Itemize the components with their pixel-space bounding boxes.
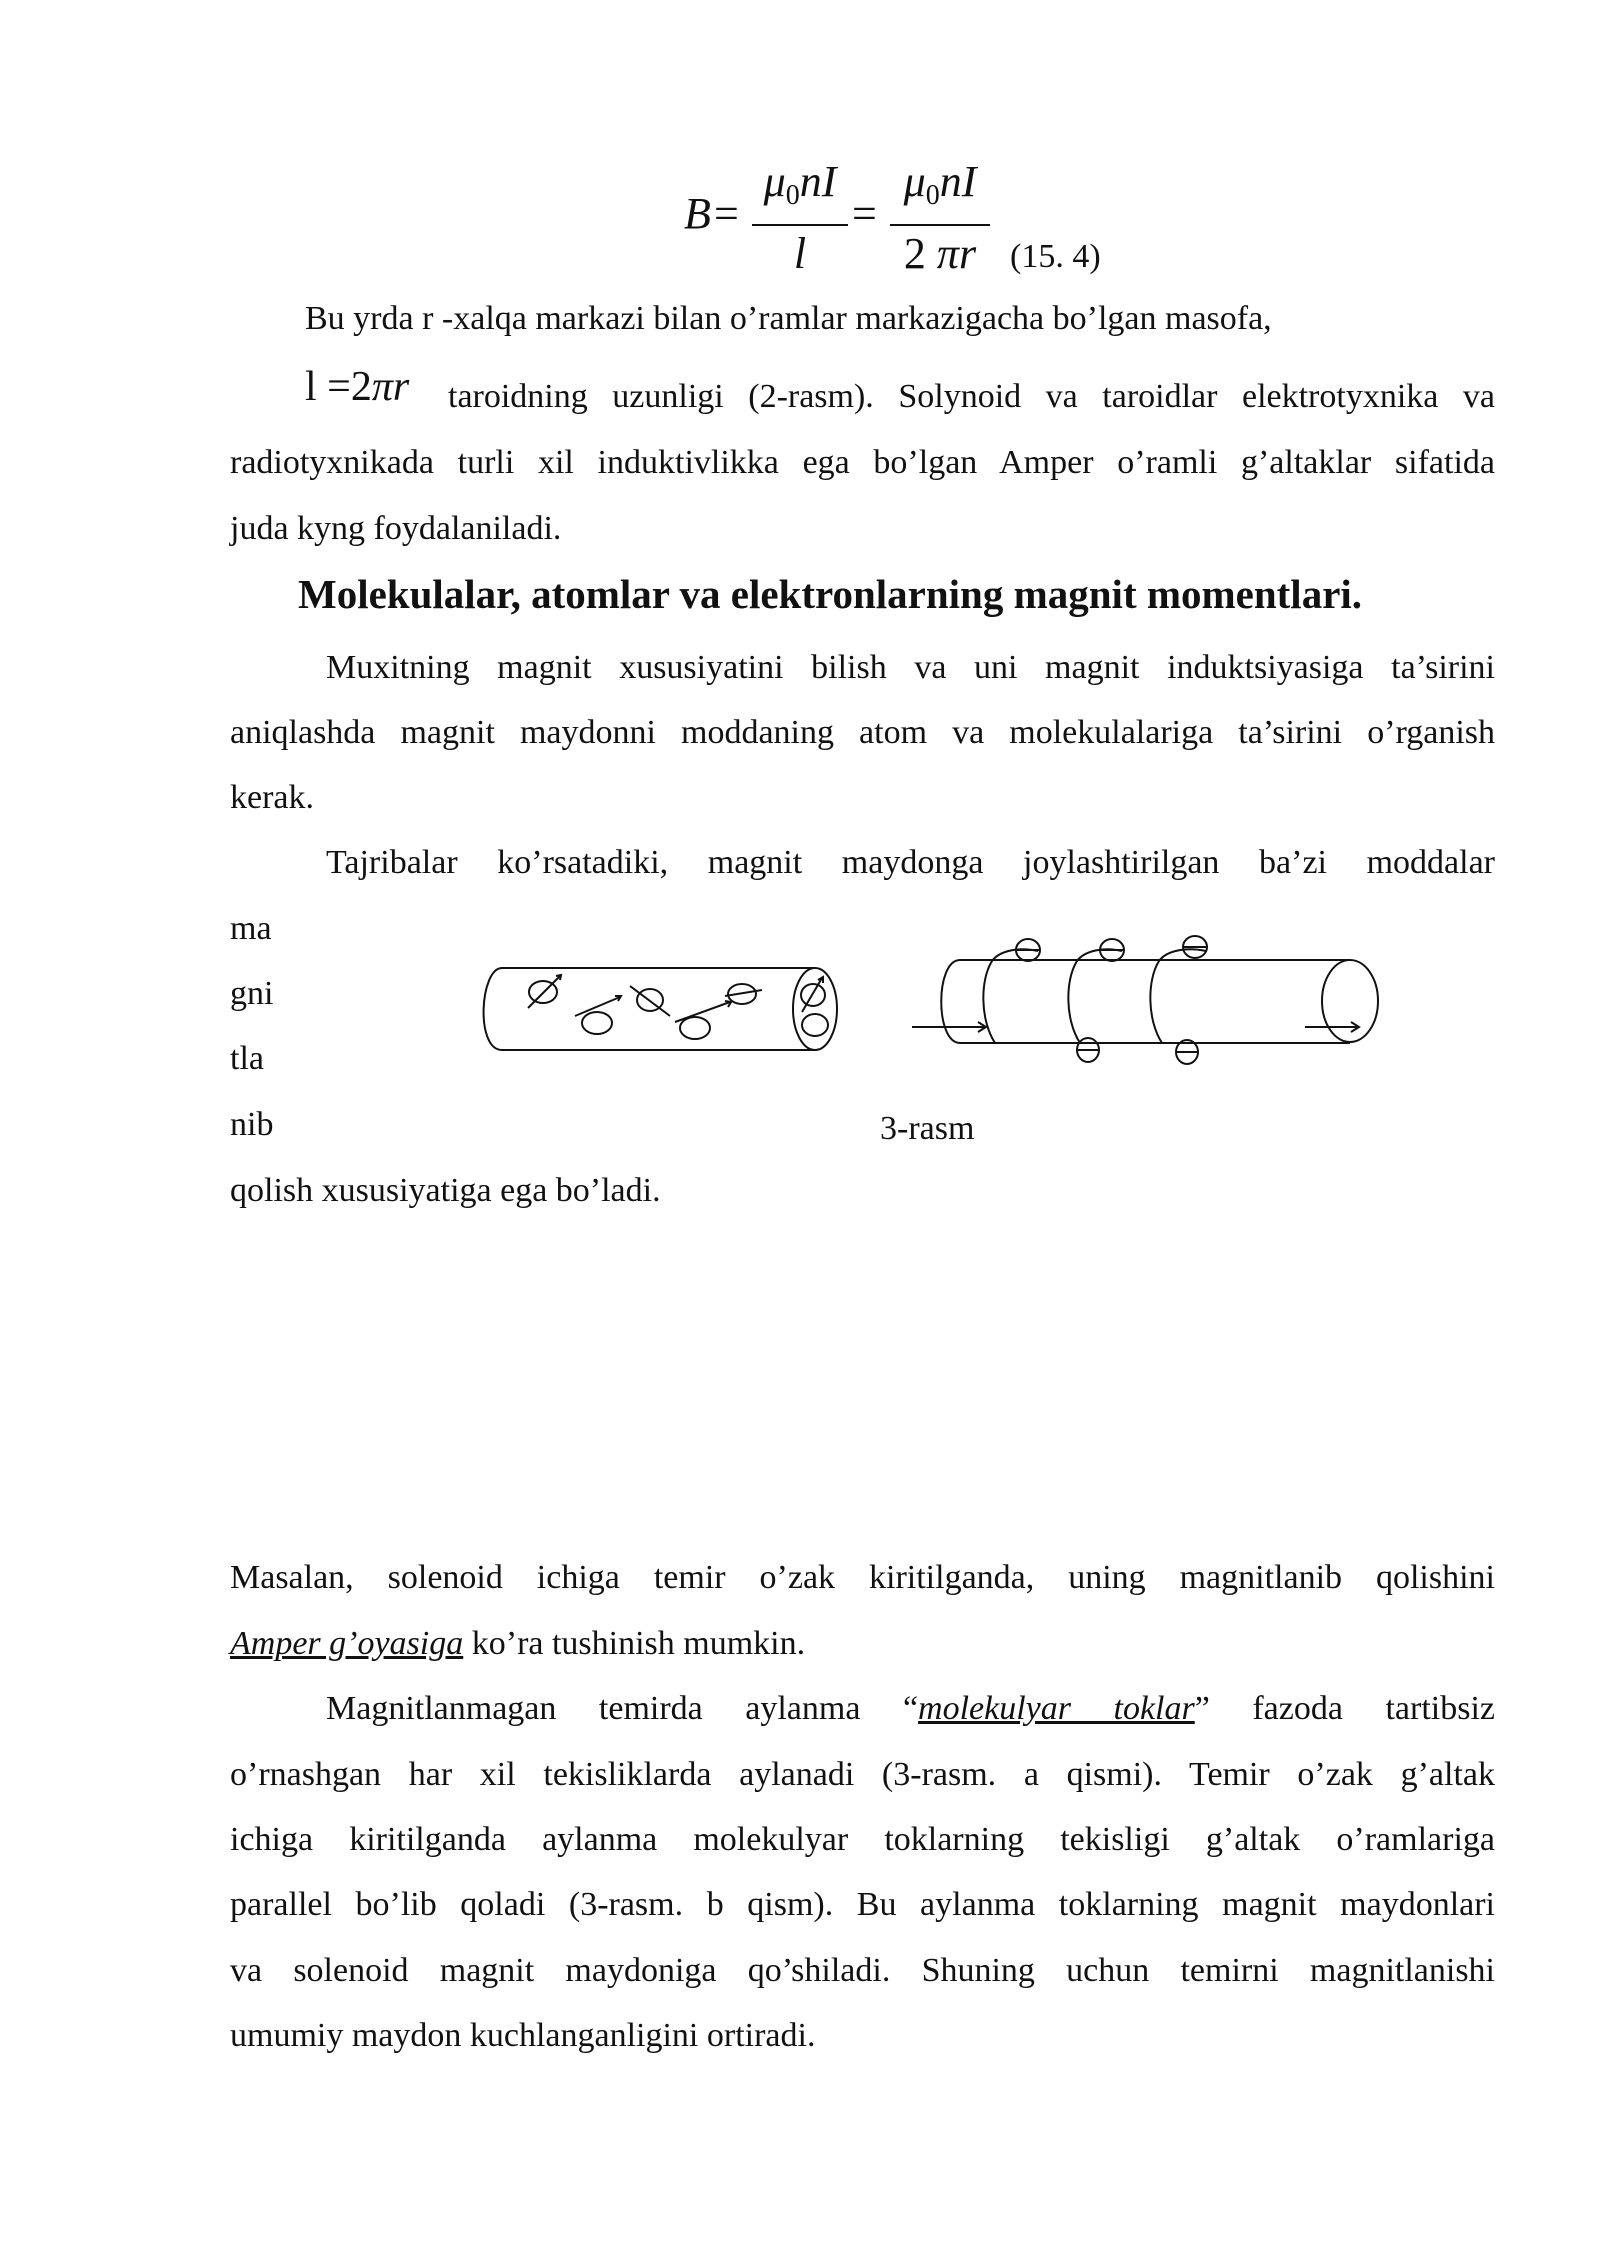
formula-lhs: B [684,189,711,238]
fraction-bar [752,224,848,226]
para5-line5: va solenoid magnit maydoniga qo’shiladi. Shuning uchun temirni magnitlanishi [230,1952,1495,1989]
numerator-rest: nI [799,157,837,206]
formula-equals-1: = [714,189,739,238]
denominator-two: 2 [903,229,926,278]
figure-caption: 3-rasm [880,1110,975,1147]
para5-line4: parallel bo’lib qoladi (3-rasm. b qism). Bu aylanma toklarning magnit maydonlari [230,1886,1495,1923]
para3-fragment-3: tla [230,1040,264,1077]
para4-line2 [230,1627,805,1661]
para2-line1: Muxitning magnit xususiyatini bilish va uni magnit induktsiyasiga ta’sirini [326,649,1495,686]
para3-line-end: qolish xususiyatiga ega bo’ladi. [230,1172,661,1209]
para5-line2: o’rnashgan har xil tekisliklarda aylanadi (3-rasm. a qismi). Temir o’zak g’altak [230,1756,1495,1793]
molecular-currents-link[interactable]: molekulyar toklar [918,1690,1195,1727]
inline-formula-text: l =2 [305,364,372,410]
para1-line3: radiotyxnikada turli xil induktivlikka ega bo’lgan Amper o’ramli g’altaklar sifatida [230,444,1495,481]
para3-fragment-1: ma [230,910,272,947]
figure-3b-solenoid [900,925,1400,1070]
para3-fragment-4: nib [230,1106,274,1143]
cylinder-end [1322,960,1378,1042]
coil-winding [1068,949,1122,1043]
inline-formula-pi-r: πr [371,364,410,410]
mu-symbol: μ [903,157,926,206]
para3-fragment-2: gni [230,975,274,1012]
mu-symbol: μ [763,157,786,206]
section-heading: Molekulalar, atomlar va elektronlarning magnit momentlari. [298,571,1363,617]
numerator-rest: nI [939,157,977,206]
formula-fraction-1 [752,158,848,278]
para5-line1 [326,1692,1495,1732]
para4-line2-rest: ko’ra tushinish mumkin. [471,1625,806,1662]
para1-line2: taroidning uzunligi (2-rasm). Solynoid va taroidlar elektrotyxnika va [448,378,1495,415]
fraction-bar [890,224,990,226]
current-loop [802,1014,828,1036]
formula-equals-2: = [852,189,877,238]
para5-line6: umumiy maydon kuchlanganligini ortiradi. [230,2017,816,2054]
cylinder-end [793,968,837,1050]
para3-line1: Tajribalar ko’rsatadiki, magnit maydonga joylashtirilgan ba’zi moddalar [326,844,1495,881]
denominator-pi-r: πr [936,229,977,278]
para1-line1: Bu yrda r -xalqa markazi bilan o’ramlar markazigacha bo’lgan masofa, [305,300,1272,337]
amper-link[interactable]: Amper g’oyasiga [230,1625,464,1662]
para4-line1: Masalan, solenoid ichiga temir o’zak kiritilganda, uning magnitlanib qolishini [230,1559,1495,1596]
current-loop [680,1017,710,1039]
mu-subscript: 0 [785,180,800,211]
formula-number: (15. 4) [1010,238,1101,275]
cylinder-body [484,968,815,1050]
para2-line3: kerak. [230,779,315,816]
coil-winding [983,949,1038,1043]
para1-line4: juda kyng foydalaniladi. [230,510,562,547]
para2-line2: aniqlashda magnit maydonni moddaning atom va molekulalariga ta’sirini o’rganish [230,714,1495,751]
inline-formula [305,366,409,408]
formula-fraction-2 [890,158,990,278]
cylinder-body [941,960,1350,1043]
para5-line1-b: ” fazoda tartibsiz [1194,1690,1495,1727]
figure-3a-cylinder [470,950,850,1060]
mu-subscript: 0 [925,180,940,211]
coil-winding [1150,949,1206,1043]
para5-line1-a: Magnitlanmagan temirda aylanma “ [326,1690,919,1727]
para5-line3: ichiga kiritilganda aylanma molekulyar toklarning tekisligi g’altak o’ramlariga [230,1821,1495,1858]
denominator: l [793,229,807,278]
current-loop [582,1012,612,1034]
